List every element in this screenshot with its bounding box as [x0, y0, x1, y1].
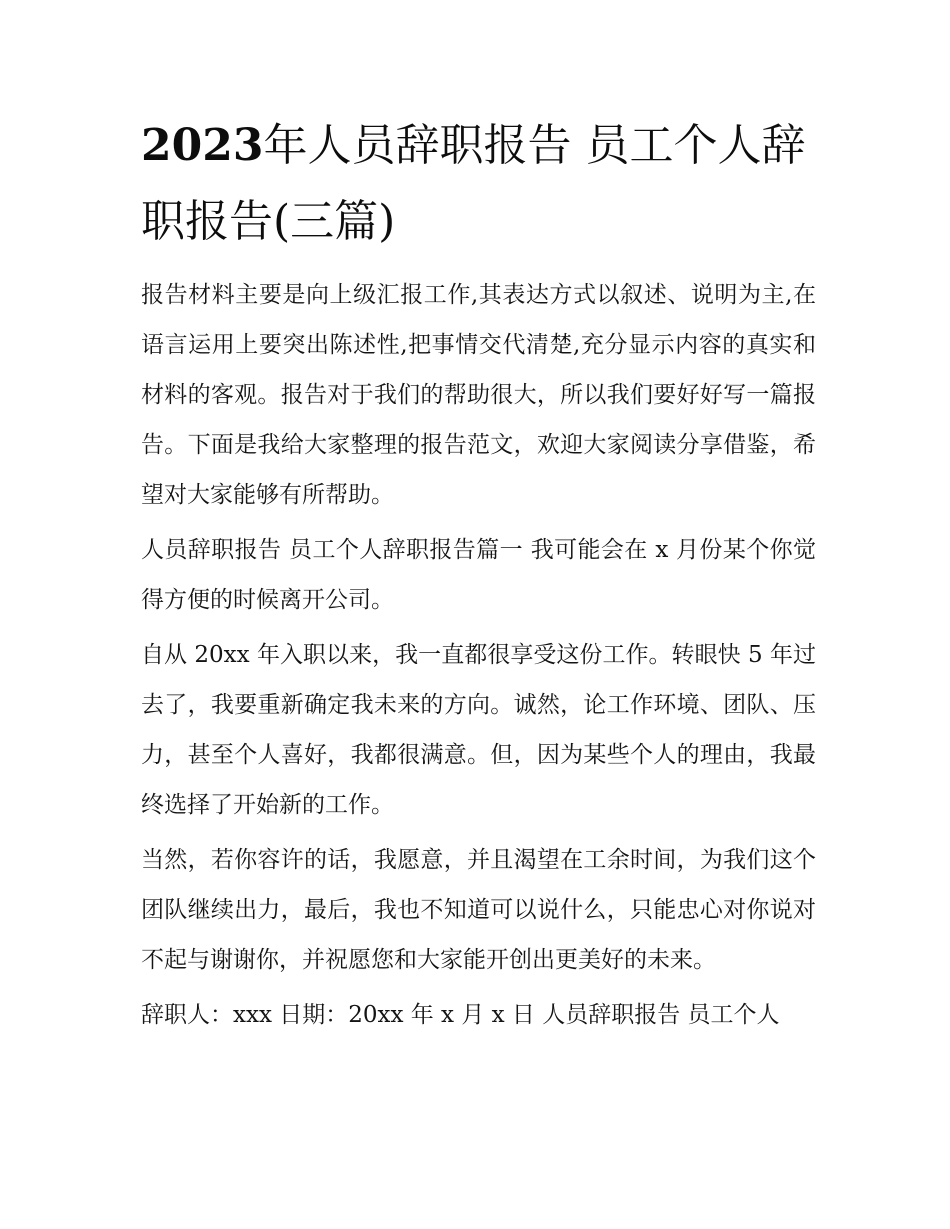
- document-title: [141, 108, 816, 260]
- paragraph-2: 自从 20xx 年入职以来，我一直都很享受这份工作。转眼快 5 年过去了，我要重新确定我未来的方向。诚然，论工作环境、团队、压力，甚至个人喜好，我都很满意。但，因为某些个人的理由，我最终选择了开始新的工作。: [141, 642, 816, 818]
- document-body: [141, 270, 816, 1040]
- paragraph-signature: 辞职人：xxx 日期：20xx 年 x 月 x 日 人员辞职报告 员工个人: [141, 1002, 780, 1028]
- title-year: 2023: [141, 120, 264, 171]
- paragraph-1: 人员辞职报告 员工个人辞职报告篇一 我可能会在 x 月份某个你觉得方便的时候离开公司。: [141, 537, 816, 613]
- title-text: 年人员辞职报告 员工个人辞职报告(三篇): [141, 120, 806, 247]
- paragraph-3: 当然，若你容许的话，我愿意，并且渴望在工余时间，为我们这个团队继续出力，最后，我也不知道可以说什么，只能忠心对你说对不起与谢谢你，并祝愿您和大家能开创出更美好的未来。: [141, 847, 816, 973]
- document-content: [141, 108, 816, 1045]
- paragraph-intro: 报告材料主要是向上级汇报工作,其表达方式以叙述、说明为主,在语言运用上要突出陈述性,把事情交代清楚,充分显示内容的真实和材料的客观。报告对于我们的帮助很大，所以我们要好好写一篇报告。下面是我给大家整理的报告范文，欢迎大家阅读分享借鉴，希望对大家能够有所帮助。: [141, 282, 816, 508]
